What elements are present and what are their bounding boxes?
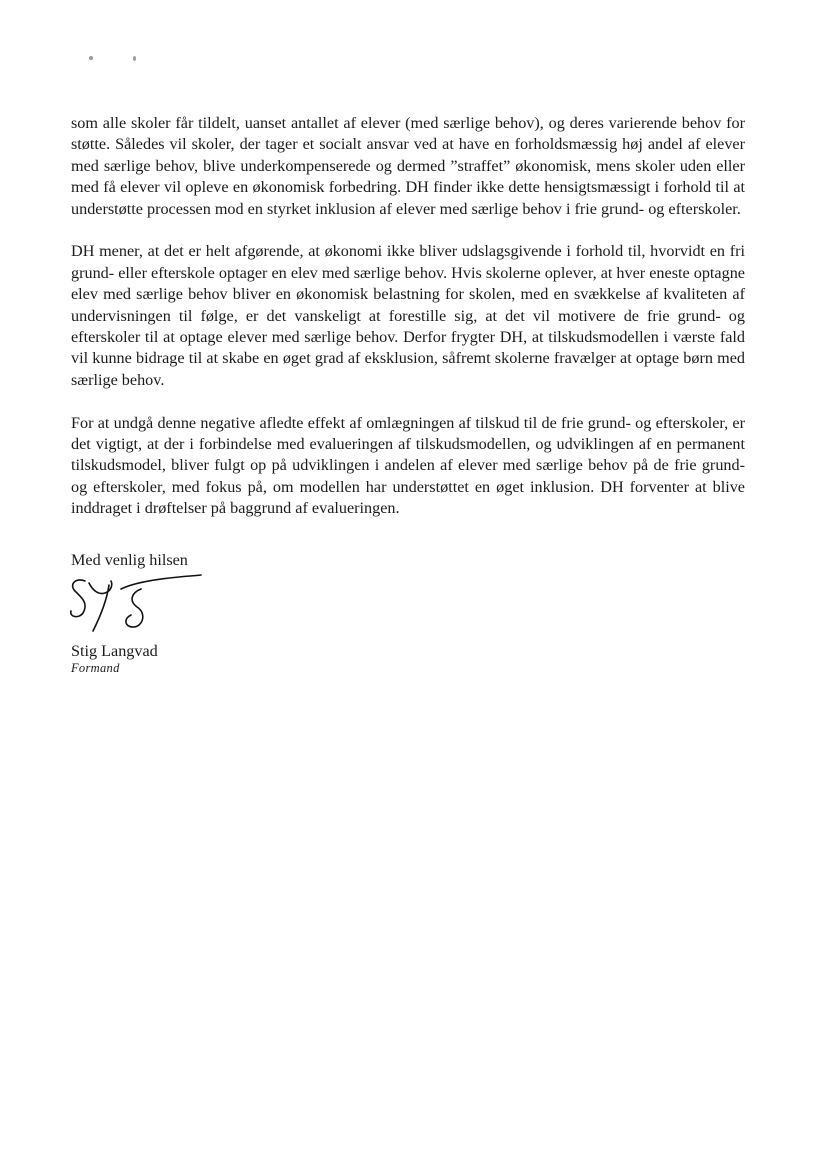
paragraph-evaluation: For at undgå denne negative afledte effekt af omlægningen af tilskud til de frie grund- og efterskoler, er det vigtigt, at der i forbindelse med evalueringen af tilskudsmodellen, og udviklingen af en permanent tilskudsmodel, bliver fulgt op på udviklingen i andelen af elever med særlige behov på de frie grund- og efterskoler, med fokus på, om modellen har understøttet en øget inklusion. DH forventer at blive inddraget i drøftelser på baggrund af evalueringen. bbox=[71, 413, 745, 518]
paragraph-funding-model: som alle skoler får tildelt, uanset antallet af elever (med særlige behov), og deres varierende behov for støtte. Således vil skoler, der tager et socialt ansvar ved at have en forholdsmæssig høj andel af elever med særlige behov, blive underkompenserede og dermed ”straffet” økonomisk, mens skoler uden eller med få elever vil opleve en økonomisk forbedring. DH finder ikke dette hensigtsmæssigt i forhold til at understøtte processen mod en styrket inklusion af elever med særlige behov i frie grund- og efterskoler. bbox=[71, 114, 745, 218]
scan-speck bbox=[89, 56, 93, 60]
handwritten-signature bbox=[61, 573, 211, 637]
signer-title: Formand bbox=[71, 661, 120, 676]
closing-salutation: Med venlig hilsen bbox=[71, 550, 188, 569]
signer-name: Stig Langvad bbox=[71, 642, 158, 661]
scan-speck bbox=[133, 56, 136, 61]
paragraph-economy-concern: DH mener, at det er helt afgørende, at økonomi ikke bliver udslagsgivende i forhold til, hvorvidt en fri grund- eller efterskole optager en elev med særlige behov. Hvis skolerne oplever, at hver eneste optagne elev med særlige behov bliver en økonomisk belastning for skolen, med en svækkelse af kvaliteten af undervisningen til følge, er det vanskeligt at forestille sig, at det vil motivere de frie grund- og efterskoler til at optage elever med særlige behov. Derfor frygter DH, at tilskudsmodellen i værste fald vil kunne bidrage til at skabe en øget grad af eksklusion, såfremt skolerne fravælger at optage børn med særlige behov. bbox=[71, 242, 745, 389]
letter-body bbox=[71, 113, 745, 675]
